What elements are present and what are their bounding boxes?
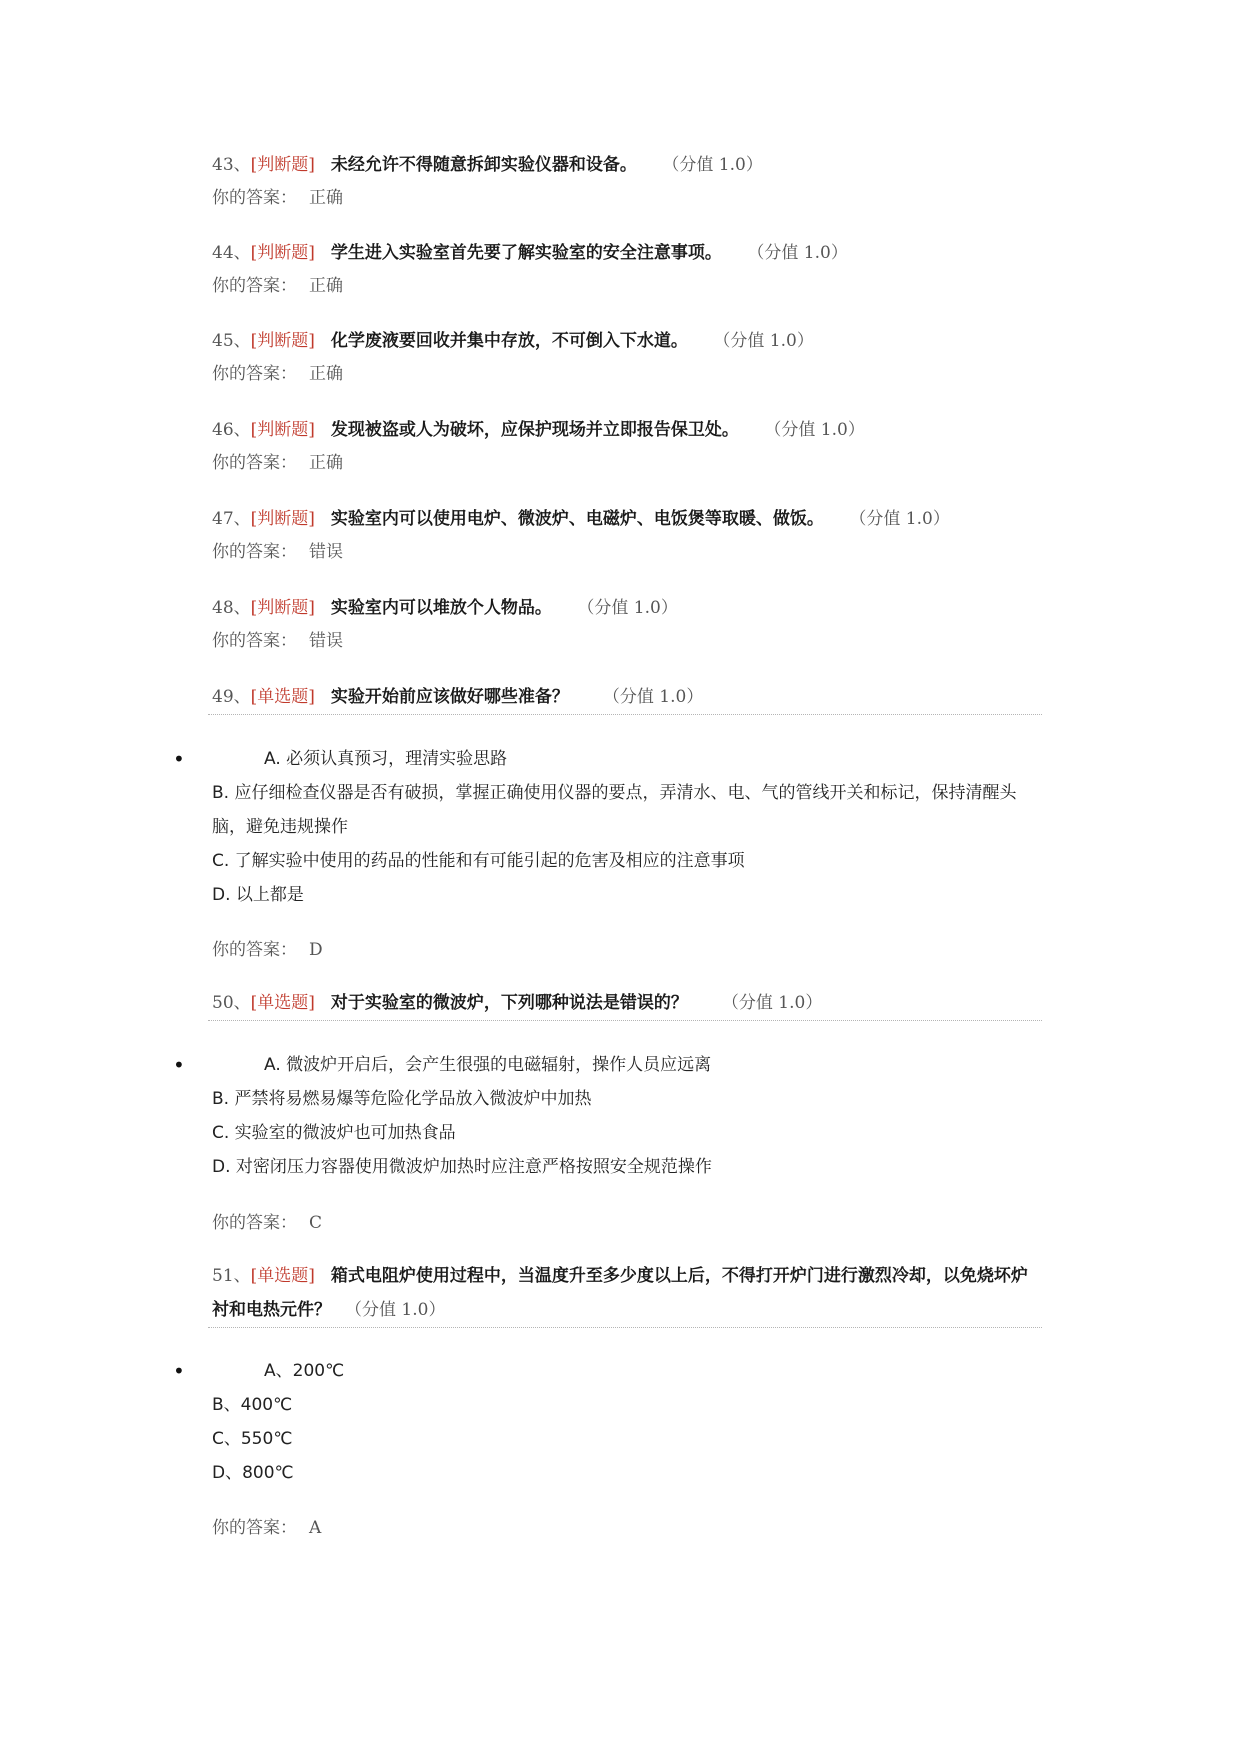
option-d: D. 对密闭压力容器使用微波炉加热时应注意严格按照安全规范操作 xyxy=(212,1157,712,1177)
option-c: C、550℃ xyxy=(212,1429,293,1449)
question-text: 化学废液要回收并集中存放，不可倒入下水道。 xyxy=(330,331,688,351)
question-score: （分值 1.0） xyxy=(755,243,848,263)
question-line xyxy=(212,986,1042,1020)
answer-value: A xyxy=(309,1518,322,1538)
answer-label: 你的答案： xyxy=(212,1518,297,1538)
answer-label: 你的答案： xyxy=(212,542,297,562)
answer-line xyxy=(212,1512,1042,1544)
question-line xyxy=(212,236,1042,270)
option-c: C. 实验室的微波炉也可加热食品 xyxy=(212,1123,456,1143)
question-score: （分值 1.0） xyxy=(772,420,865,440)
question-line xyxy=(212,680,1042,714)
options-list-51 xyxy=(173,1354,1042,1490)
question-line xyxy=(212,324,1042,358)
option-a: A、200℃ xyxy=(264,1361,345,1381)
question-type: [判断题] xyxy=(250,420,315,440)
question-text: 箱式电阻炉使用过程中，当温度升至多少度以上后，不得打开炉门进行激烈冷却，以免烧坏炉衬和电热元件？ xyxy=(212,1266,1028,1320)
question-number: 45、 xyxy=(212,331,251,351)
question-47 xyxy=(212,502,1042,568)
option-a: A. 必须认真预习，理清实验思路 xyxy=(264,749,508,769)
question-divider xyxy=(208,1327,1042,1328)
answer-line xyxy=(212,447,1042,479)
question-divider xyxy=(208,714,1042,715)
question-text: 未经允许不得随意拆卸实验仪器和设备。 xyxy=(330,155,637,175)
option-c: C. 了解实验中使用的药品的性能和有可能引起的危害及相应的注意事项 xyxy=(212,851,745,871)
options-list-49 xyxy=(173,742,1042,912)
question-number: 47、 xyxy=(212,509,251,529)
question-type: [单选题] xyxy=(250,687,315,707)
question-number: 51、 xyxy=(212,1266,251,1286)
answer-value: 正确 xyxy=(309,188,343,208)
question-divider xyxy=(208,1020,1042,1021)
option-b: B. 应仔细检查仪器是否有破损，掌握正确使用仪器的要点，弄清水、电、气的管线开关和标记，保持清醒头脑，避免违规操作 xyxy=(212,783,1017,837)
question-type: [判断题] xyxy=(250,598,315,618)
question-text: 实验室内可以使用电炉、微波炉、电磁炉、电饭煲等取暖、做饭。 xyxy=(330,509,824,529)
question-45 xyxy=(212,324,1042,390)
answer-label: 你的答案： xyxy=(212,364,297,384)
question-score: （分值 1.0） xyxy=(721,993,823,1013)
question-line xyxy=(212,502,1042,536)
question-number: 46、 xyxy=(212,420,251,440)
question-number: 44、 xyxy=(212,243,251,263)
question-43 xyxy=(212,148,1042,214)
answer-label: 你的答案： xyxy=(212,453,297,473)
bullet-icon: • xyxy=(173,747,185,771)
answer-value: 正确 xyxy=(309,276,343,296)
answer-value: C xyxy=(309,1213,323,1233)
question-48 xyxy=(212,591,1042,657)
bullet-icon: • xyxy=(173,1359,185,1383)
question-49 xyxy=(212,680,1042,715)
bullet-icon: • xyxy=(173,1053,185,1077)
answer-value: 正确 xyxy=(309,453,343,473)
question-50 xyxy=(212,986,1042,1021)
option-a: A. 微波炉开启后，会产生很强的电磁辐射，操作人员应远离 xyxy=(264,1055,712,1075)
question-score: （分值 1.0） xyxy=(721,331,814,351)
answer-line xyxy=(212,625,1042,657)
question-number: 48、 xyxy=(212,598,251,618)
question-44 xyxy=(212,236,1042,302)
question-text: 实验开始前应该做好哪些准备？ xyxy=(330,687,569,707)
question-number: 43、 xyxy=(212,155,251,175)
answer-label: 你的答案： xyxy=(212,631,297,651)
question-type: [判断题] xyxy=(250,243,315,263)
answer-line xyxy=(212,1207,1042,1239)
answer-line xyxy=(212,182,1042,214)
question-line xyxy=(212,591,1042,625)
answer-line xyxy=(212,536,1042,568)
answer-line xyxy=(212,934,1042,966)
question-score: （分值 1.0） xyxy=(857,509,950,529)
answer-value: 正确 xyxy=(309,364,343,384)
question-type: [单选题] xyxy=(250,993,315,1013)
question-51 xyxy=(212,1259,1042,1328)
option-b: B、400℃ xyxy=(212,1395,293,1415)
answer-49 xyxy=(212,934,1042,966)
question-score: （分值 1.0） xyxy=(585,598,678,618)
question-line xyxy=(212,1259,1042,1327)
answer-50 xyxy=(212,1207,1042,1239)
answer-value: D xyxy=(309,940,323,960)
options-list-50 xyxy=(173,1048,1042,1184)
question-text: 实验室内可以堆放个人物品。 xyxy=(330,598,552,618)
answer-label: 你的答案： xyxy=(212,1213,297,1233)
question-46 xyxy=(212,413,1042,479)
option-d: D. 以上都是 xyxy=(212,885,304,905)
question-line xyxy=(212,413,1042,447)
option-b: B. 严禁将易燃易爆等危险化学品放入微波炉中加热 xyxy=(212,1089,592,1109)
question-text: 对于实验室的微波炉，下列哪种说法是错误的？ xyxy=(330,993,688,1013)
answer-label: 你的答案： xyxy=(212,940,297,960)
question-number: 49、 xyxy=(212,687,251,707)
answer-51 xyxy=(212,1512,1042,1544)
question-score: （分值 1.0） xyxy=(345,1300,446,1320)
answer-value: 错误 xyxy=(309,631,343,651)
question-type: [单选题] xyxy=(250,1266,315,1286)
option-d: D、800℃ xyxy=(212,1463,294,1483)
question-number: 50、 xyxy=(212,993,251,1013)
answer-line xyxy=(212,358,1042,390)
answer-label: 你的答案： xyxy=(212,276,297,296)
question-score: （分值 1.0） xyxy=(602,687,704,707)
answer-value: 错误 xyxy=(309,542,343,562)
answer-line xyxy=(212,270,1042,302)
question-type: [判断题] xyxy=(250,509,315,529)
question-text: 学生进入实验室首先要了解实验室的安全注意事项。 xyxy=(330,243,722,263)
question-line xyxy=(212,148,1042,182)
question-type: [判断题] xyxy=(250,155,315,175)
question-score: （分值 1.0） xyxy=(670,155,763,175)
question-type: [判断题] xyxy=(250,331,315,351)
answer-label: 你的答案： xyxy=(212,188,297,208)
question-text: 发现被盗或人为破坏，应保护现场并立即报告保卫处。 xyxy=(330,420,739,440)
